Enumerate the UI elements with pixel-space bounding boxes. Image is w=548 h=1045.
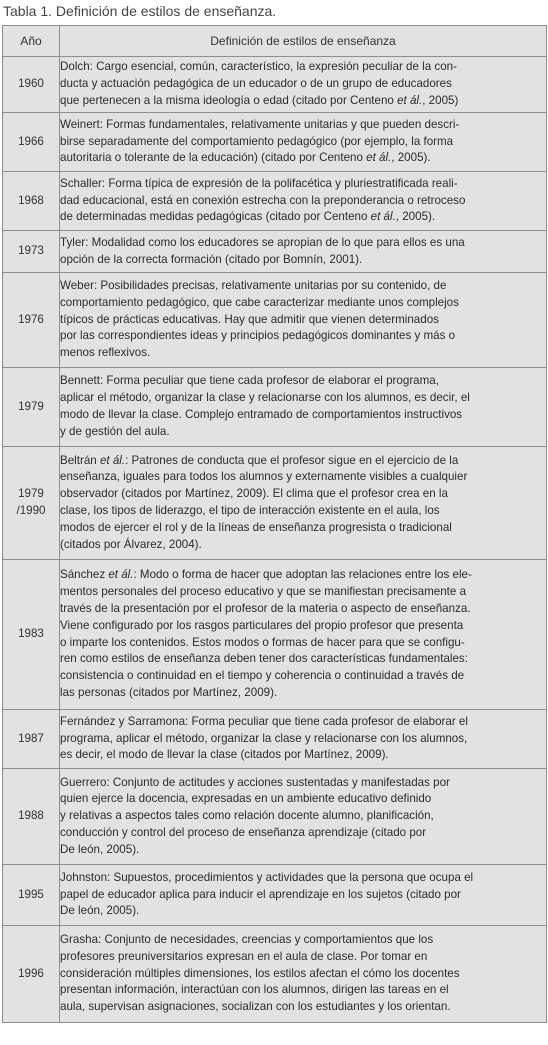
table-header-row [3, 26, 547, 57]
definition-line: De león, 2005). [60, 842, 140, 856]
definition-line: enseñanza, iguales para todos los alumnos y externamente visibles a cualquier [60, 470, 468, 484]
definition-line: y de gestión del aula. [60, 424, 170, 438]
definition-line: es decir, el modo de llevar la clase (citados por Martínez, 2009). [60, 748, 389, 762]
definition-line: Dolch: Cargo esencial, común, característico, la expresión peculiar de la con- [60, 60, 457, 74]
definition-line: Schaller: Forma típica de expresión de la polifacética y pluriestratificada reali- [60, 176, 458, 190]
definition-cell [60, 231, 547, 273]
definition-line: autoritaria o tolerante de la educación) (citado por Centeno et ál., 2005). [60, 151, 431, 165]
table-row [3, 710, 547, 769]
year-text: 1960 [18, 77, 44, 91]
table-row [3, 560, 547, 710]
year-text: /1990 [16, 504, 46, 517]
definition-cell [60, 710, 547, 769]
definition-line: De león, 2005). [60, 904, 140, 918]
definition-line: Grasha: Conjunto de necesidades, creencias y comportamientos que los [60, 933, 434, 946]
definition-line: birse separadamente del comportamiento pedagógico (por ejemplo, la forma [60, 134, 454, 148]
year-cell [3, 865, 60, 926]
table-row [3, 926, 547, 1023]
definition-line: quien ejerce la docencia, expresadas en un ambiente educativo definido [60, 792, 432, 806]
definition-line: través de la presentación por el profesor de la materia o aspecto de enseñanza. [60, 601, 471, 615]
table-row [3, 865, 547, 926]
year-cell [3, 113, 60, 172]
definition-line: Sánchez et ál.: Modo o forma de hacer que adoptan las relaciones entre los ele- [60, 568, 472, 582]
table-row [3, 447, 547, 560]
table-row [3, 57, 547, 113]
year-text: 1987 [18, 731, 44, 745]
definition-line: observador (citados por Martínez, 2009). El clima que el profesor crea en la [60, 487, 448, 501]
definition-line: mentos personales del proceso educativo y que se manifiestan precisamente a [60, 585, 467, 599]
definition-line: dad educacional, está en conexión estrecha con la preponderancia o retroceso [60, 193, 466, 207]
definition-line: Johnston: Supuestos, procedimientos y actividades que la persona que ocupa el [60, 870, 474, 884]
definition-line: Viene configurado por los rasgos particulares del propio profesor que presenta [60, 618, 464, 632]
definition-line: presentan información, interactúan con los alumnos, dirigen las tareas en el [60, 983, 449, 997]
definition-cell [60, 447, 547, 560]
definition-line: clase, los tipos de liderazgo, el tipo de interacción existente en el aula, los [60, 504, 440, 517]
year-cell [3, 447, 60, 560]
definition-line: de determinadas medidas pedagógicas (citado por Centeno et ál., 2005). [60, 210, 436, 224]
definition-column-header: Definición de estilos de enseñanza [60, 26, 547, 57]
definition-line: conducción y control del proceso de enseñanza aprendizaje (citado por [60, 825, 427, 839]
table-row [3, 769, 547, 865]
year-text: 1996 [18, 966, 44, 980]
definition-line: ducta y actuación pedagógica de un educador o de un grupo de educadores [60, 77, 452, 91]
definition-line: que pertenecen a la misma ideología o edad (citado por Centeno et ál., 2005) [60, 93, 459, 107]
definition-cell [60, 368, 547, 447]
definition-cell [60, 865, 547, 926]
year-text: 1983 [18, 627, 44, 641]
definition-line: ren como estilos de enseñanza deben tener dos características fundamentales: [60, 652, 468, 666]
table-body [3, 57, 547, 1023]
definition-line: y relativas a aspectos tales como relación docente alumno, planificación, [60, 809, 434, 823]
definition-line: típicos de prácticas educativas. Hay que admitir que vienen determinados [60, 312, 439, 326]
styles-definition-table [2, 25, 547, 1023]
definition-line: Guerrero: Conjunto de actitudes y acciones sustentadas y manifestadas por [60, 775, 450, 789]
year-text: 1966 [18, 134, 44, 148]
year-cell [3, 57, 60, 113]
table-row [3, 368, 547, 447]
year-text: 1973 [18, 244, 44, 258]
definition-line: Bennett: Forma peculiar que tiene cada profesor de elaborar el programa, [60, 374, 439, 388]
year-cell [3, 273, 60, 368]
definition-line: Beltrán et ál.: Patrones de conducta que el profesor sigue en el ejercicio de la [60, 453, 459, 467]
table-row [3, 231, 547, 273]
definition-cell [60, 926, 547, 1023]
definition-line: (citados por Álvarez, 2004). [60, 537, 202, 551]
year-cell [3, 926, 60, 1023]
year-text: 1979 [18, 399, 44, 413]
definition-line: menos reflexivos. [60, 346, 151, 360]
definition-line: Weinert: Formas fundamentales, relativamente unitarias y que pueden descri- [60, 117, 460, 131]
definition-cell [60, 113, 547, 172]
year-text: 1979 [18, 487, 44, 501]
definition-cell [60, 560, 547, 710]
definition-line: por las correspondientes ideas y principios pedagógicos dominantes y más o [60, 329, 456, 343]
definition-cell [60, 172, 547, 231]
definition-line: opción de la correcta formación (citado por Bomnín, 2001). [60, 252, 363, 266]
definition-cell [60, 273, 547, 368]
definition-line: las personas (citados por Martínez, 2009). [60, 685, 278, 699]
year-cell [3, 769, 60, 865]
year-text: 1995 [18, 887, 44, 901]
definition-line: comportamiento pedagógico, que cabe caracterizar mediante unos complejos [60, 295, 459, 309]
definition-line: profesores preuniversitarios expresan en el aula de clase. Por tomar en [60, 949, 428, 963]
definition-line: modo de llevar la clase. Complejo entramado de comportamientos instructivos [60, 408, 463, 421]
table-row [3, 113, 547, 172]
definition-line: consideración múltiples dimensiones, los estilos afectan el cómo los docentes [60, 966, 460, 980]
definition-line: Fernández y Sarramona: Forma peculiar que tiene cada profesor de elaborar el [60, 714, 468, 728]
year-text: 1976 [18, 312, 44, 326]
definition-line: o imparte los contenidos. Estos modos o formas de hacer para que se configu- [60, 635, 465, 649]
year-cell [3, 710, 60, 769]
table-row [3, 273, 547, 368]
table-caption: Tabla 1. Definición de estilos de enseñanza. [3, 3, 277, 19]
definition-line: modos de ejercer el rol y de la líneas de enseñanza progresista o tradicional [60, 520, 452, 534]
definition-cell [60, 769, 547, 865]
definition-line: Tyler: Modalidad como los educadores se apropian de lo que para ellos es una [60, 235, 465, 249]
year-text: 1968 [18, 193, 44, 207]
definition-line: consistencia o continuidad en el tiempo y coherencia o continuidad a través de [60, 669, 465, 683]
year-text: 1988 [18, 809, 44, 823]
definition-cell [60, 57, 547, 113]
year-cell [3, 231, 60, 273]
year-cell [3, 368, 60, 447]
definition-line: programa, aplicar el método, organizar la clase y relacionarse con los alumnos, [60, 731, 468, 745]
table-row [3, 172, 547, 231]
definition-line: aula, supervisan asignaciones, socializan con los estudiantes y los orientan. [60, 1000, 451, 1014]
definition-line: aplicar el método, organizar la clase y relacionarse con los alumnos, es decir, el [60, 391, 470, 405]
year-column-header: Año [3, 26, 60, 57]
definition-line: Weber: Posibilidades precisas, relativamente unitarias por su contenido, de [60, 279, 447, 292]
year-cell [3, 172, 60, 231]
definition-line: papel de educador aplica para inducir el aprendizaje en los sujetos (citado por [60, 887, 461, 901]
year-cell [3, 560, 60, 710]
